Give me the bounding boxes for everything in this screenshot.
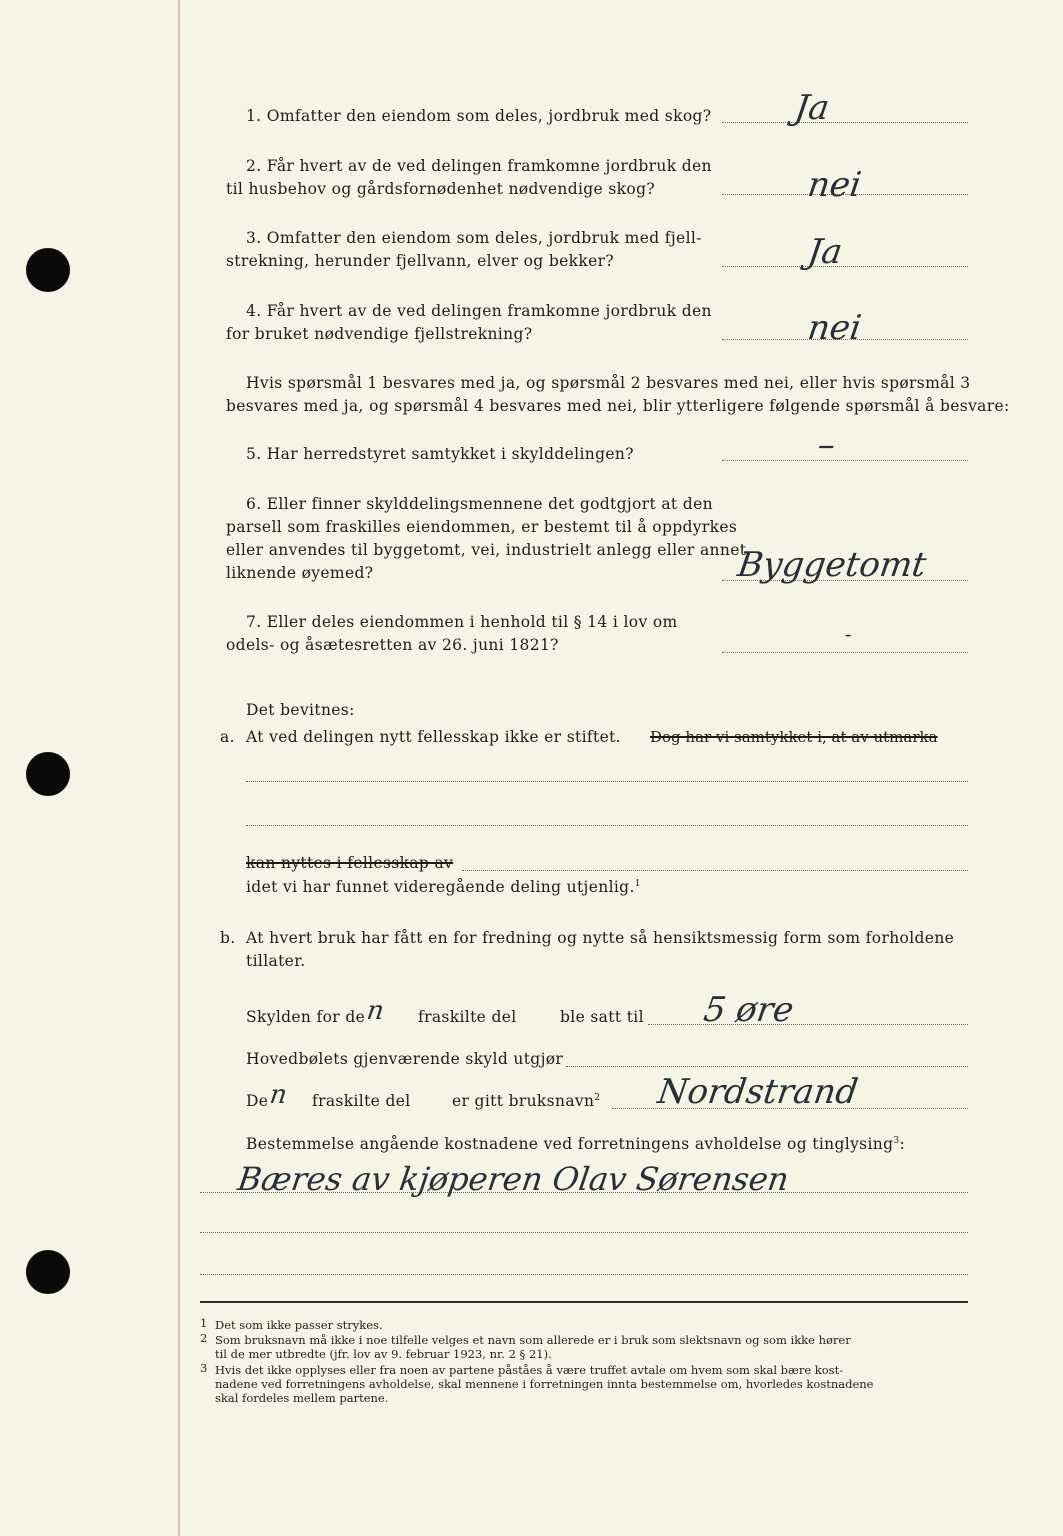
item-b-label: b. — [220, 929, 236, 947]
skyld-handwritten-n-1: n — [364, 996, 386, 1026]
cost-label-text: Bestemmelse angående kostnadene ved forretningens avholdelse og tinglysing — [246, 1135, 894, 1153]
question-3-line-1: 3. Omfatter den eiendom som deles, jordbruk med fjell- — [246, 229, 702, 247]
answer-line-1 — [722, 122, 968, 123]
answer-line-3 — [722, 266, 968, 267]
item-a-tail — [246, 876, 641, 898]
name-label-1: De — [246, 1092, 269, 1110]
footnote-ref-1: 1 — [634, 878, 641, 889]
question-6-line-4: liknende øyemed? — [226, 564, 374, 582]
question-2-line-1: 2. Får hvert av de ved delingen framkomne jordbruk den — [246, 157, 712, 175]
item-b-line-1: At hvert bruk har fått en for fredning og nytte så hensiktsmessig form som forholdene — [246, 929, 955, 947]
footnote-1: Det som ikke passer strykes. — [215, 1318, 383, 1332]
skyld-value: 5 øre — [701, 990, 797, 1030]
answer-2: nei — [805, 165, 864, 205]
name-label-3 — [452, 1090, 600, 1112]
footnote-3-line-1: Hvis det ikke opplyses eller fra noen av partene påståes å være truffet avtale om hvem som skal bære kost- — [215, 1363, 844, 1377]
answer-line-7 — [722, 652, 968, 653]
footnote-ref-3: 3 — [893, 1135, 900, 1146]
question-6-line-3: eller anvendes til byggetomt, vei, industrielt anlegg eller annet — [226, 541, 747, 559]
skyld-value-line — [648, 1024, 968, 1025]
intro-line-2: besvares med ja, og spørsmål 4 besvares med nei, blir ytterligere følgende spørsmål å besvare: — [226, 397, 1010, 415]
question-6-line-2: parsell som fraskilles eiendommen, er bestemt til å oppdyrkes — [226, 518, 738, 536]
name-label-3-text: er gitt bruksnavn — [452, 1092, 595, 1110]
answer-5: – — [815, 425, 838, 465]
punch-hole-middle — [26, 752, 70, 796]
cost-label — [246, 1133, 905, 1155]
item-a-struck-text-2: kan nyttes i fellesskap av — [246, 854, 454, 872]
punch-hole-top — [26, 248, 70, 292]
hovedbol-label: Hovedbølets gjenværende skyld utgjør — [246, 1050, 564, 1068]
answer-7: - — [843, 622, 854, 646]
footnote-ref-2: 2 — [594, 1092, 601, 1103]
footnote-2-line-1: Som bruksnavn må ikke i noe tilfelle velges et navn som allerede er i bruk som slektsnavn og som ikke hører — [215, 1333, 851, 1347]
footnote-1-num: 1 — [200, 1316, 208, 1330]
item-a-line-1 — [246, 781, 968, 782]
footnote-3-line-2: nadene ved forretningens avholdelse, skal mennene i forretningen innta bestemmelse om, hvorledes kostnadene — [215, 1377, 874, 1391]
question-1: 1. Omfatter den eiendom som deles, jordbruk med skog? — [246, 107, 712, 125]
question-5: 5. Har herredstyret samtykket i skylddelingen? — [246, 445, 634, 463]
intro-line-1: Hvis spørsmål 1 besvares med ja, og spørsmål 2 besvares med nei, eller hvis spørsmål 3 — [246, 374, 971, 392]
question-6-line-1: 6. Eller finner skylddelingsmennene det godtgjort at den — [246, 495, 713, 513]
footnote-rule — [200, 1301, 968, 1303]
item-a-line-3 — [462, 870, 968, 871]
item-a-line-2 — [246, 825, 968, 826]
cost-value: Bæres av kjøperen Olav Sørensen — [235, 1160, 792, 1198]
answer-3: Ja — [805, 232, 845, 272]
item-b-line-2: tillater. — [246, 952, 306, 970]
cost-line-3 — [200, 1274, 968, 1275]
hovedbol-value-line — [566, 1066, 968, 1067]
bruksnavn-value: Nordstrand — [655, 1072, 861, 1112]
answer-4: nei — [805, 308, 864, 348]
margin-line — [178, 0, 180, 1536]
name-label-2: fraskilte del — [312, 1092, 411, 1110]
skyld-label-2: fraskilte del — [418, 1008, 517, 1026]
item-a-struck-text: Dog har vi samtykket i, at av utmarka — [650, 728, 938, 746]
question-2-line-2: til husbehov og gårdsfornødenhet nødvendige skog? — [226, 180, 656, 198]
question-4-line-2: for bruket nødvendige fjellstrekning? — [226, 325, 533, 343]
answer-line-5 — [722, 460, 968, 461]
footnote-2-line-2: til de mer utbredte (jfr. lov av 9. februar 1923, nr. 2 § 21). — [215, 1347, 552, 1361]
punch-hole-bottom — [26, 1250, 70, 1294]
item-a-tail-text: idet vi har funnet videregående deling utjenlig. — [246, 878, 635, 896]
question-7-line-2: odels- og åsætesretten av 26. juni 1821? — [226, 636, 559, 654]
question-4-line-1: 4. Får hvert av de ved delingen framkomne jordbruk den — [246, 302, 712, 320]
name-handwritten-n: n — [267, 1080, 289, 1110]
certify-heading: Det bevitnes: — [246, 701, 355, 719]
item-a-label: a. — [220, 728, 235, 746]
footnote-3-line-3: skal fordeles mellem partene. — [215, 1391, 389, 1405]
question-7-line-1: 7. Eller deles eiendommen i henhold til § 14 i lov om — [246, 613, 678, 631]
answer-1: Ja — [792, 88, 832, 128]
skyld-label-1: Skylden for de — [246, 1008, 366, 1026]
cost-line-2 — [200, 1232, 968, 1233]
cost-label-colon: : — [899, 1135, 906, 1153]
footnote-3-num: 3 — [200, 1361, 208, 1375]
skyld-label-3: ble satt til — [560, 1008, 644, 1026]
answer-6: Byggetomt — [735, 545, 929, 585]
question-3-line-2: strekning, herunder fjellvann, elver og bekker? — [226, 252, 615, 270]
item-a-text: At ved delingen nytt fellesskap ikke er stiftet. — [246, 728, 621, 746]
footnote-2-num: 2 — [200, 1331, 208, 1345]
